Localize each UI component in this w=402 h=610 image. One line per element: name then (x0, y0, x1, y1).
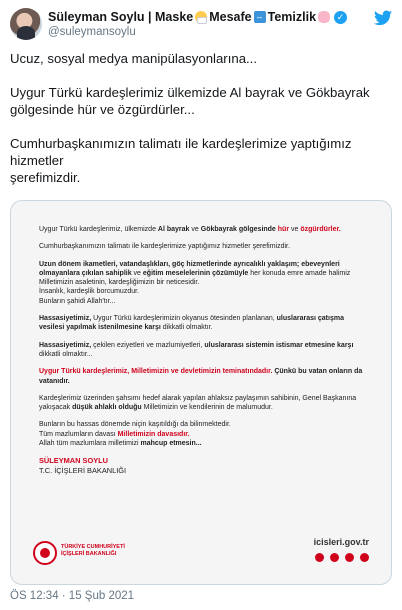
author-name-end: Temizlik (267, 10, 317, 24)
verified-badge-icon: ✓ (334, 11, 347, 24)
signature-name: SÜLEYMAN SOYLU (39, 456, 108, 466)
document-text (39, 225, 369, 483)
doc-paragraph: Hassasiyetimiz, çekilen eziyetleri ve mazlumiyetleri, uluslararası sistemin istismar etmesine karşı dikkatli olmaktır... (39, 341, 354, 358)
author-name-text: Süleyman Soylu | Maske (48, 10, 194, 24)
attached-document-image[interactable] (10, 200, 392, 585)
tweet-paragraph: Cumhurbaşkanımızın talimatı ile kardeşlerimize yaptığımız hizmetler şerefimizdir. (10, 136, 352, 185)
website-label: icisleri.gov.tr (313, 537, 369, 547)
social-icon (315, 553, 324, 562)
social-icon (330, 553, 339, 562)
author-name[interactable] (48, 10, 347, 24)
doc-paragraph: Cumhurbaşkanımızın talimatı ile kardeşlerimize yaptığımız hizmetler şerefimizdir. (39, 243, 290, 251)
doc-paragraph: Kardeşlerimiz üzerinden şahsımı hedef alarak yapılan ahlaksız paylaşımın sahibinin, Genel Başkanına yakışacak düşük ahlaklı olduğu Milletimizin ve kendilerinin de malumudur. (39, 394, 357, 412)
ministry-seal-icon (33, 541, 57, 565)
signature-title: T.C. İÇİŞLERİ BAKANLIĞI (39, 465, 127, 475)
social-icon (345, 553, 354, 562)
twitter-bird-icon[interactable] (374, 10, 392, 26)
doc-paragraph: Bunların bu hassas dönemde niçin kaşıtıldığı da bilinmektedir. Tüm mazlumların davası Milletimizin davasıdır. Allah tüm mazlumlara milletimizi mahcup etmesin... (39, 421, 231, 448)
doc-paragraph: Hassasiyetimiz, Uygur Türkü kardeşlerimizin okyanus ötesinden planlanan, uluslararası çatışma vesilesi yapılmak istenilmesine karşı dikkatli olmaktır. (39, 315, 344, 332)
tweet-text (10, 50, 390, 203)
left-right-arrow-icon: ↔ (255, 12, 264, 21)
doc-paragraph: Uygur Türkü kardeşlerimiz, Milletimizin ve devletimizin teminatındadır. Çünkü bu vatan onların da vatanıdır. (39, 368, 363, 385)
author-handle[interactable]: @suleymansoylu (48, 26, 136, 38)
tweet-paragraph: Uygur Türkü kardeşlerimiz ülkemizde Al bayrak ve Gökbayrak gölgesinde hür ve özgürdürler... (10, 85, 370, 117)
avatar[interactable] (10, 8, 42, 40)
seal-text: TÜRKİYE CUMHURİYETİ İÇİŞLERİ BAKANLIĞI (61, 544, 125, 557)
social-icon (360, 553, 369, 562)
social-icons (315, 553, 369, 562)
doc-paragraph: Uygur Türkü kardeşlerimiz, ülkemizde Al bayrak ve Gökbayrak gölgesinde hür ve özgürdürler. (39, 226, 341, 233)
doc-paragraph: Uzun dönem ikametleri, vatandaşlıkları, göç hizmetlerinde ayrıcalıklı yaklaşım; ebeveynleri olmayanlara çıkılan sahiplik ve eğitim meselelerinin çözümüyle her konuda emre amade halimiz Milletimizin asaletinin, kardeşliğimizin bir neticesidir. İnsanlık, kardeşlik borcumuzdur. Bunların şahidi Allah'tır... (39, 260, 351, 305)
mask-face-icon (195, 11, 207, 23)
author-name-mid: Mesafe (209, 10, 252, 24)
tweet-paragraph: Ucuz, sosyal medya manipülasyonlarına... (10, 51, 258, 66)
tweet-timestamp[interactable]: ÖS 12:34 · 15 Şub 2021 (10, 590, 135, 602)
soap-icon (318, 11, 330, 23)
tweet-header (10, 8, 392, 42)
